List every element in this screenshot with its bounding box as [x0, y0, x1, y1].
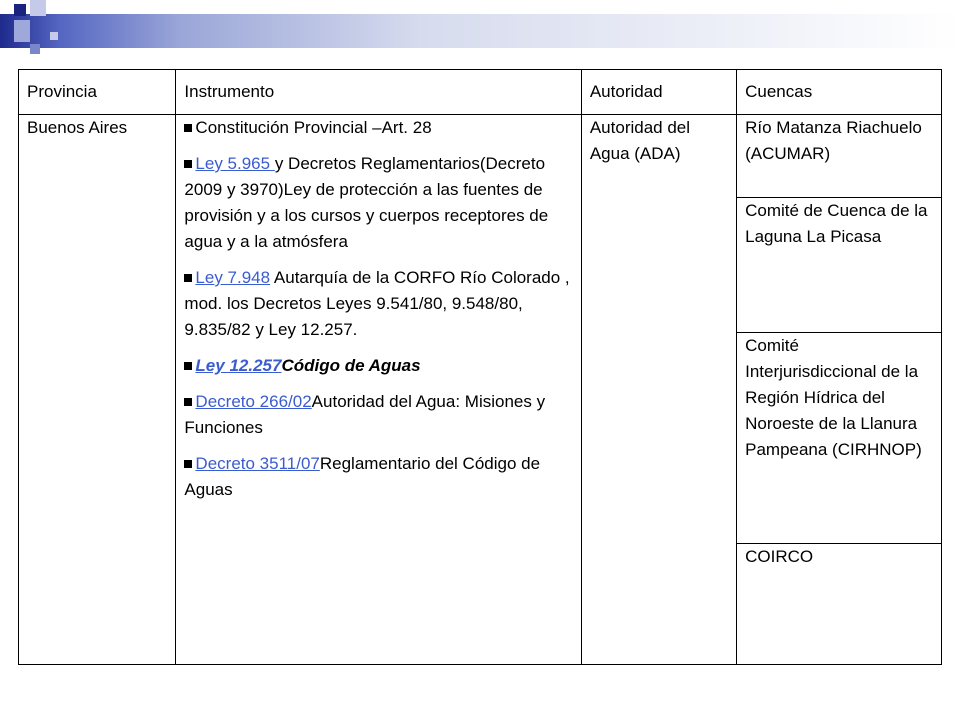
header-instrumento: Instrumento	[176, 70, 581, 115]
bullet-icon	[184, 398, 192, 406]
list-item	[184, 115, 572, 141]
decorative-square	[50, 32, 58, 40]
water-regulation-table	[18, 69, 942, 665]
law-link[interactable]: Ley 7.948	[195, 268, 271, 287]
bullet-icon	[184, 124, 192, 132]
decree-link[interactable]: Decreto 266/02	[195, 392, 312, 411]
decorative-square	[14, 20, 30, 42]
item-text: Código de Aguas	[281, 356, 421, 375]
header-autoridad: Autoridad	[581, 70, 736, 115]
header-band	[0, 14, 960, 48]
provincia-cell: Buenos Aires	[19, 115, 176, 665]
decorative-square	[30, 44, 40, 54]
instrumento-cell	[176, 115, 581, 665]
bullet-icon	[184, 274, 192, 282]
item-text: Autoridad del Agua: Misiones y Funciones	[184, 392, 546, 437]
list-item	[184, 389, 572, 441]
bullet-icon	[184, 460, 192, 468]
header-cuencas: Cuencas	[737, 70, 942, 115]
cuenca-cell-coirco: COIRCO	[737, 544, 942, 665]
table-header-row	[19, 70, 942, 115]
law-link[interactable]: Ley 12.257	[195, 356, 282, 375]
item-text: y Decretos Reglamentarios(Decreto 2009 y 3970)Ley de protección a las fuentes de provisión y a los cursos y cuerpos receptores de agua y a la atmósfera	[184, 154, 549, 251]
list-item	[184, 265, 572, 343]
item-text: Constitución Provincial –Art. 28	[195, 118, 432, 137]
list-item	[184, 353, 572, 379]
item-text: Autarquía de la CORFO Río Colorado , mod. los Decretos Leyes 9.541/80, 9.548/80, 9.835/82 y Ley 12.257.	[184, 268, 570, 339]
cuenca-cell-picasa: Comité de Cuenca de la Laguna La Picasa	[737, 198, 942, 333]
list-item	[184, 151, 572, 255]
cuenca-cell-cirhnop: Comité Interjurisdiccional de la Región Hídrica del Noroeste de la Llanura Pampeana (CIRHNOP)	[737, 333, 942, 544]
law-link[interactable]: Ley 5.965	[195, 154, 275, 173]
decorative-square	[30, 0, 46, 16]
decree-link[interactable]: Decreto 3511/07	[195, 454, 320, 473]
cuenca-cell-acumar: Río Matanza Riachuelo (ACUMAR)	[737, 115, 942, 198]
table-row	[19, 115, 942, 198]
list-item	[184, 451, 572, 503]
item-text: Reglamentario del Código de Aguas	[184, 454, 541, 499]
header-provincia: Provincia	[19, 70, 176, 115]
autoridad-cell: Autoridad del Agua (ADA)	[581, 115, 736, 665]
bullet-icon	[184, 160, 192, 168]
bullet-icon	[184, 362, 192, 370]
instrument-list	[184, 115, 572, 503]
decorative-square	[14, 4, 26, 16]
